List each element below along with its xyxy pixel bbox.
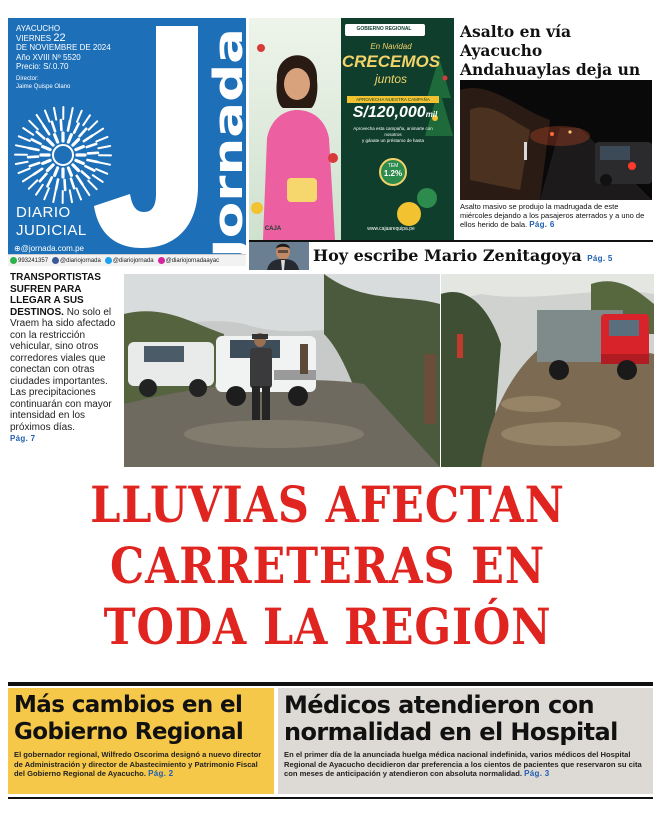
masthead-website-text: @jornada.com.pe (20, 244, 84, 253)
columnist-portrait (249, 242, 309, 270)
ad-campaign: APROVECHA NUESTRA CAMPAÑA (347, 96, 439, 103)
masthead-price: Precio: S/.0.70 (16, 62, 69, 71)
masthead-website[interactable] (14, 244, 84, 253)
regional-government-headline: Más cambios en el Gobierno Regional (14, 692, 244, 745)
jornada-j-logo-icon (94, 26, 204, 248)
hospital-body: En el primer día de la anunciada huelga médica nacional indefinida, varios médicos del Hospital Regional de Ayacucho decidieron dar preferencia a los cientos de pacientes que reservaron su cita con meses de anticipación y atendieron con absoluta normalidad. (284, 750, 642, 779)
columnist-bar[interactable] (249, 240, 653, 268)
columnist-text (313, 246, 613, 265)
masthead-judicial: JUDICIAL (16, 222, 87, 239)
assault-headline[interactable]: Asalto en vía Ayacucho Andahuaylas deja un (460, 22, 641, 79)
facebook-icon (52, 257, 59, 264)
truck-in-mud-image (441, 274, 654, 467)
ad-bank: CAJA (264, 226, 282, 232)
ad-amount: S/120,000 (352, 104, 426, 121)
main-headline-line3: TODA LA REGIÓN (103, 597, 552, 656)
masthead-issue: Año XVIII Nº 5520 (16, 52, 81, 62)
divider (8, 682, 653, 686)
road-story-text (10, 272, 120, 445)
ad-top-label: GOBIERNO REGIONAL (356, 26, 412, 32)
main-headline[interactable] (46, 474, 609, 657)
assault-caption (460, 202, 652, 229)
regional-government-body: El gobernador regional, Wilfredo Oscorima designó a nuevo director de Administración y director de Abastecimiento y Patrimonio Fiscal del Gobierno Regional de Ayacucho. (14, 750, 262, 779)
masthead-day: 22 (53, 31, 66, 44)
ad-line1: En Navidad (370, 42, 412, 51)
columnist-page-ref[interactable]: Pág. 5 (587, 254, 613, 263)
whatsapp-icon (10, 257, 17, 264)
columnist-avatar-icon (249, 242, 309, 270)
hospital-page-ref[interactable]: Pág. 3 (524, 769, 550, 779)
social-bar (8, 254, 246, 266)
ad-amount-wrap (345, 104, 445, 122)
ad-line2: CRECEMOS (341, 52, 441, 71)
masthead-weekday: VIERNES (16, 33, 52, 43)
masthead-diario-judicial (16, 204, 87, 240)
ad-body: Aprovecha esta campaña, animarte con nosotros (353, 126, 433, 137)
social-twitter[interactable] (105, 257, 154, 264)
road-story-body: No solo el Vraem ha sido afectado con la restricción vehicular, sino otros corredores viales que conectan con otras ciudades importantes. Las precipitaciones continuarán con mayor intensidad en los próximos días. (10, 306, 116, 433)
brand-name: Jornada (206, 84, 252, 258)
jornada-wordmark (206, 22, 252, 262)
social-facebook[interactable] (52, 257, 101, 264)
ad-amount-suffix: mil (425, 110, 438, 119)
main-headline-line1: LLUVIAS AFECTAN (90, 475, 565, 534)
web-icon: ⊕ (14, 244, 21, 253)
masthead-diario: DIARIO (16, 204, 71, 221)
columnist-name: Hoy escribe Mario Zenitagoya (313, 246, 582, 265)
assault-caption-text: Asalto masivo se produjo la madrugada de este miércoles dejando a los pasajeros aterrados y a uno de ellos herido de bala. (460, 202, 645, 229)
landslide-truck-photo (441, 274, 654, 467)
main-headline-line2: CARRETERAS EN (110, 536, 545, 595)
hospital-headline: Médicos atendieron con normalidad en el Hospital (284, 691, 618, 746)
social-facebook-text: @diariojornada (60, 258, 101, 265)
night-road-image (460, 80, 652, 200)
social-instagram-text: @diariojornadaayac (165, 258, 220, 265)
ad-line3: juntos (374, 72, 408, 86)
masthead-director-name: Jaime Quispe Olano (16, 83, 71, 90)
advertisement[interactable] (249, 18, 454, 240)
social-phone[interactable] (10, 257, 48, 264)
social-instagram[interactable] (158, 257, 219, 264)
assault-photo (460, 80, 652, 200)
assault-page-ref[interactable]: Pág. 6 (529, 220, 555, 229)
masthead-month-year: DE NOVIEMBRE DE 2024 (16, 43, 111, 52)
bottom-divider (8, 797, 653, 799)
hospital-body-wrap (284, 750, 647, 779)
hospital-story[interactable] (278, 688, 653, 794)
instagram-icon (158, 257, 165, 264)
trucks-on-muddy-road-image (124, 274, 440, 467)
masthead-city: AYACUCHO (16, 24, 61, 33)
twitter-icon (105, 257, 112, 264)
ad-web: www.cajaarequipa.pe (367, 226, 415, 232)
social-twitter-text: @diariojornada (112, 258, 154, 265)
ad-tasa-badge (379, 158, 407, 186)
ad-body2: y gánate un préstamo de hasta (361, 138, 425, 143)
masthead (8, 18, 252, 266)
social-phone-text: 993241357 (18, 258, 49, 265)
regional-government-story[interactable] (8, 688, 274, 794)
flooded-road-photo (124, 274, 440, 467)
ad-tasa-value: 1.2% (383, 169, 403, 178)
road-story-lead: TRANSPORTISTAS SUFREN PARA LLEGAR A SUS DESTINOS. (10, 272, 101, 318)
regional-government-page-ref[interactable]: Pág. 2 (148, 769, 174, 779)
road-story-page-ref[interactable]: Pág. 7 (10, 434, 36, 443)
regional-government-body-wrap (14, 750, 268, 779)
ad-tasa-label: TEM (387, 163, 399, 169)
masthead-director-label: Director: (16, 75, 39, 82)
